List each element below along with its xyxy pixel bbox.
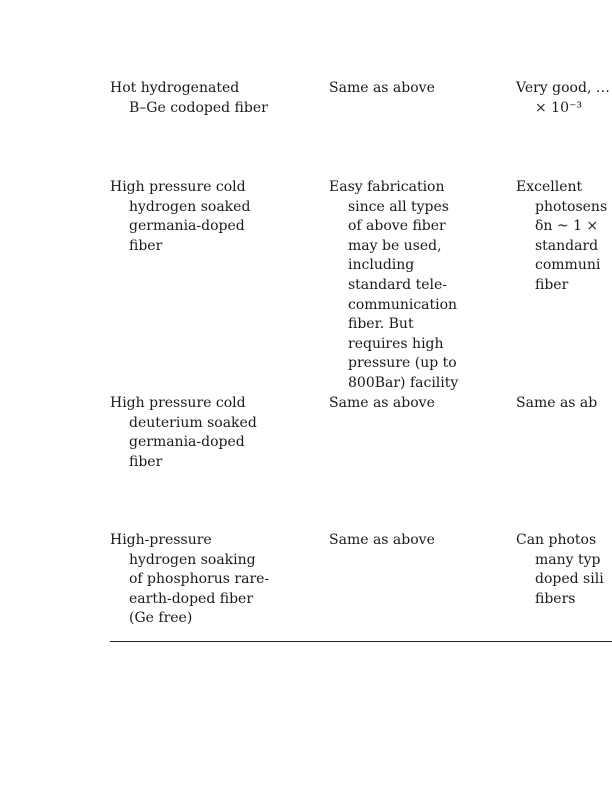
cell-line: many typ <box>535 551 601 568</box>
cell-line: fibers <box>535 590 576 607</box>
cell-line: since all types <box>348 198 449 215</box>
table-cell-method <box>110 79 268 118</box>
table-cell-method <box>110 178 250 256</box>
cell-line: High pressure cold <box>110 395 246 411</box>
cell-line: hydrogen soaked <box>129 198 251 215</box>
cell-line: photosens <box>535 198 608 215</box>
table-bottom-rule <box>110 641 612 642</box>
cell-line: earth-doped fiber <box>129 590 254 607</box>
cell-line: germania-doped <box>129 218 245 235</box>
cell-line: Hot hydrogenated <box>110 80 240 96</box>
cell-line: hydrogen soaking <box>129 551 256 568</box>
cell-line: of phosphorus rare- <box>129 571 270 588</box>
cell-line: fiber <box>535 276 569 293</box>
cell-line: germania-doped <box>129 434 245 451</box>
cell-line: High pressure cold <box>110 179 246 195</box>
cell-line: doped sili <box>535 571 604 588</box>
cell-line: standard tele- <box>348 276 447 293</box>
cell-line: Same as ab <box>516 395 598 411</box>
cell-line: including <box>348 257 415 274</box>
cell-line: Same as above <box>329 532 435 548</box>
cell-line: requires high <box>348 335 444 352</box>
cell-line: × 10⁻³ <box>535 99 582 116</box>
table-cell-photosensitivity <box>516 394 597 414</box>
table-cell-advantages <box>329 394 435 414</box>
table-cell-photosensitivity <box>516 531 604 609</box>
cell-line: δn ~ 1 × <box>535 218 599 235</box>
cell-line: pressure (up to <box>348 355 457 372</box>
cell-line: deuterium soaked <box>129 414 257 431</box>
cell-line: communi <box>535 257 601 274</box>
table-cell-photosensitivity <box>516 178 607 296</box>
cell-line: standard <box>535 237 599 254</box>
table-cell-advantages <box>329 178 458 394</box>
table-cell-advantages <box>329 531 435 551</box>
cell-line: of above fiber <box>348 218 446 235</box>
cell-line: 800Bar) facility <box>348 374 459 391</box>
cell-line: fiber <box>129 453 163 470</box>
table-cell-photosensitivity <box>516 79 610 118</box>
cell-line: B–Ge codoped fiber <box>129 99 268 116</box>
cell-line: Very good, … <box>516 80 610 96</box>
cell-line: High-pressure <box>110 532 212 548</box>
table-cell-method <box>110 531 269 629</box>
cell-line: (Ge free) <box>129 610 193 627</box>
cell-line: Can photos <box>516 532 597 548</box>
table-cell-method <box>110 394 257 472</box>
cell-line: communication <box>348 296 458 313</box>
cell-line: Easy fabrication <box>329 179 445 195</box>
table-cell-advantages <box>329 79 435 99</box>
cell-line: fiber. But <box>348 316 414 333</box>
cell-line: fiber <box>129 237 163 254</box>
cell-line: may be used, <box>348 237 442 254</box>
cell-line: Same as above <box>329 395 435 411</box>
cell-line: Excellent <box>516 179 583 195</box>
cell-line: Same as above <box>329 80 435 96</box>
